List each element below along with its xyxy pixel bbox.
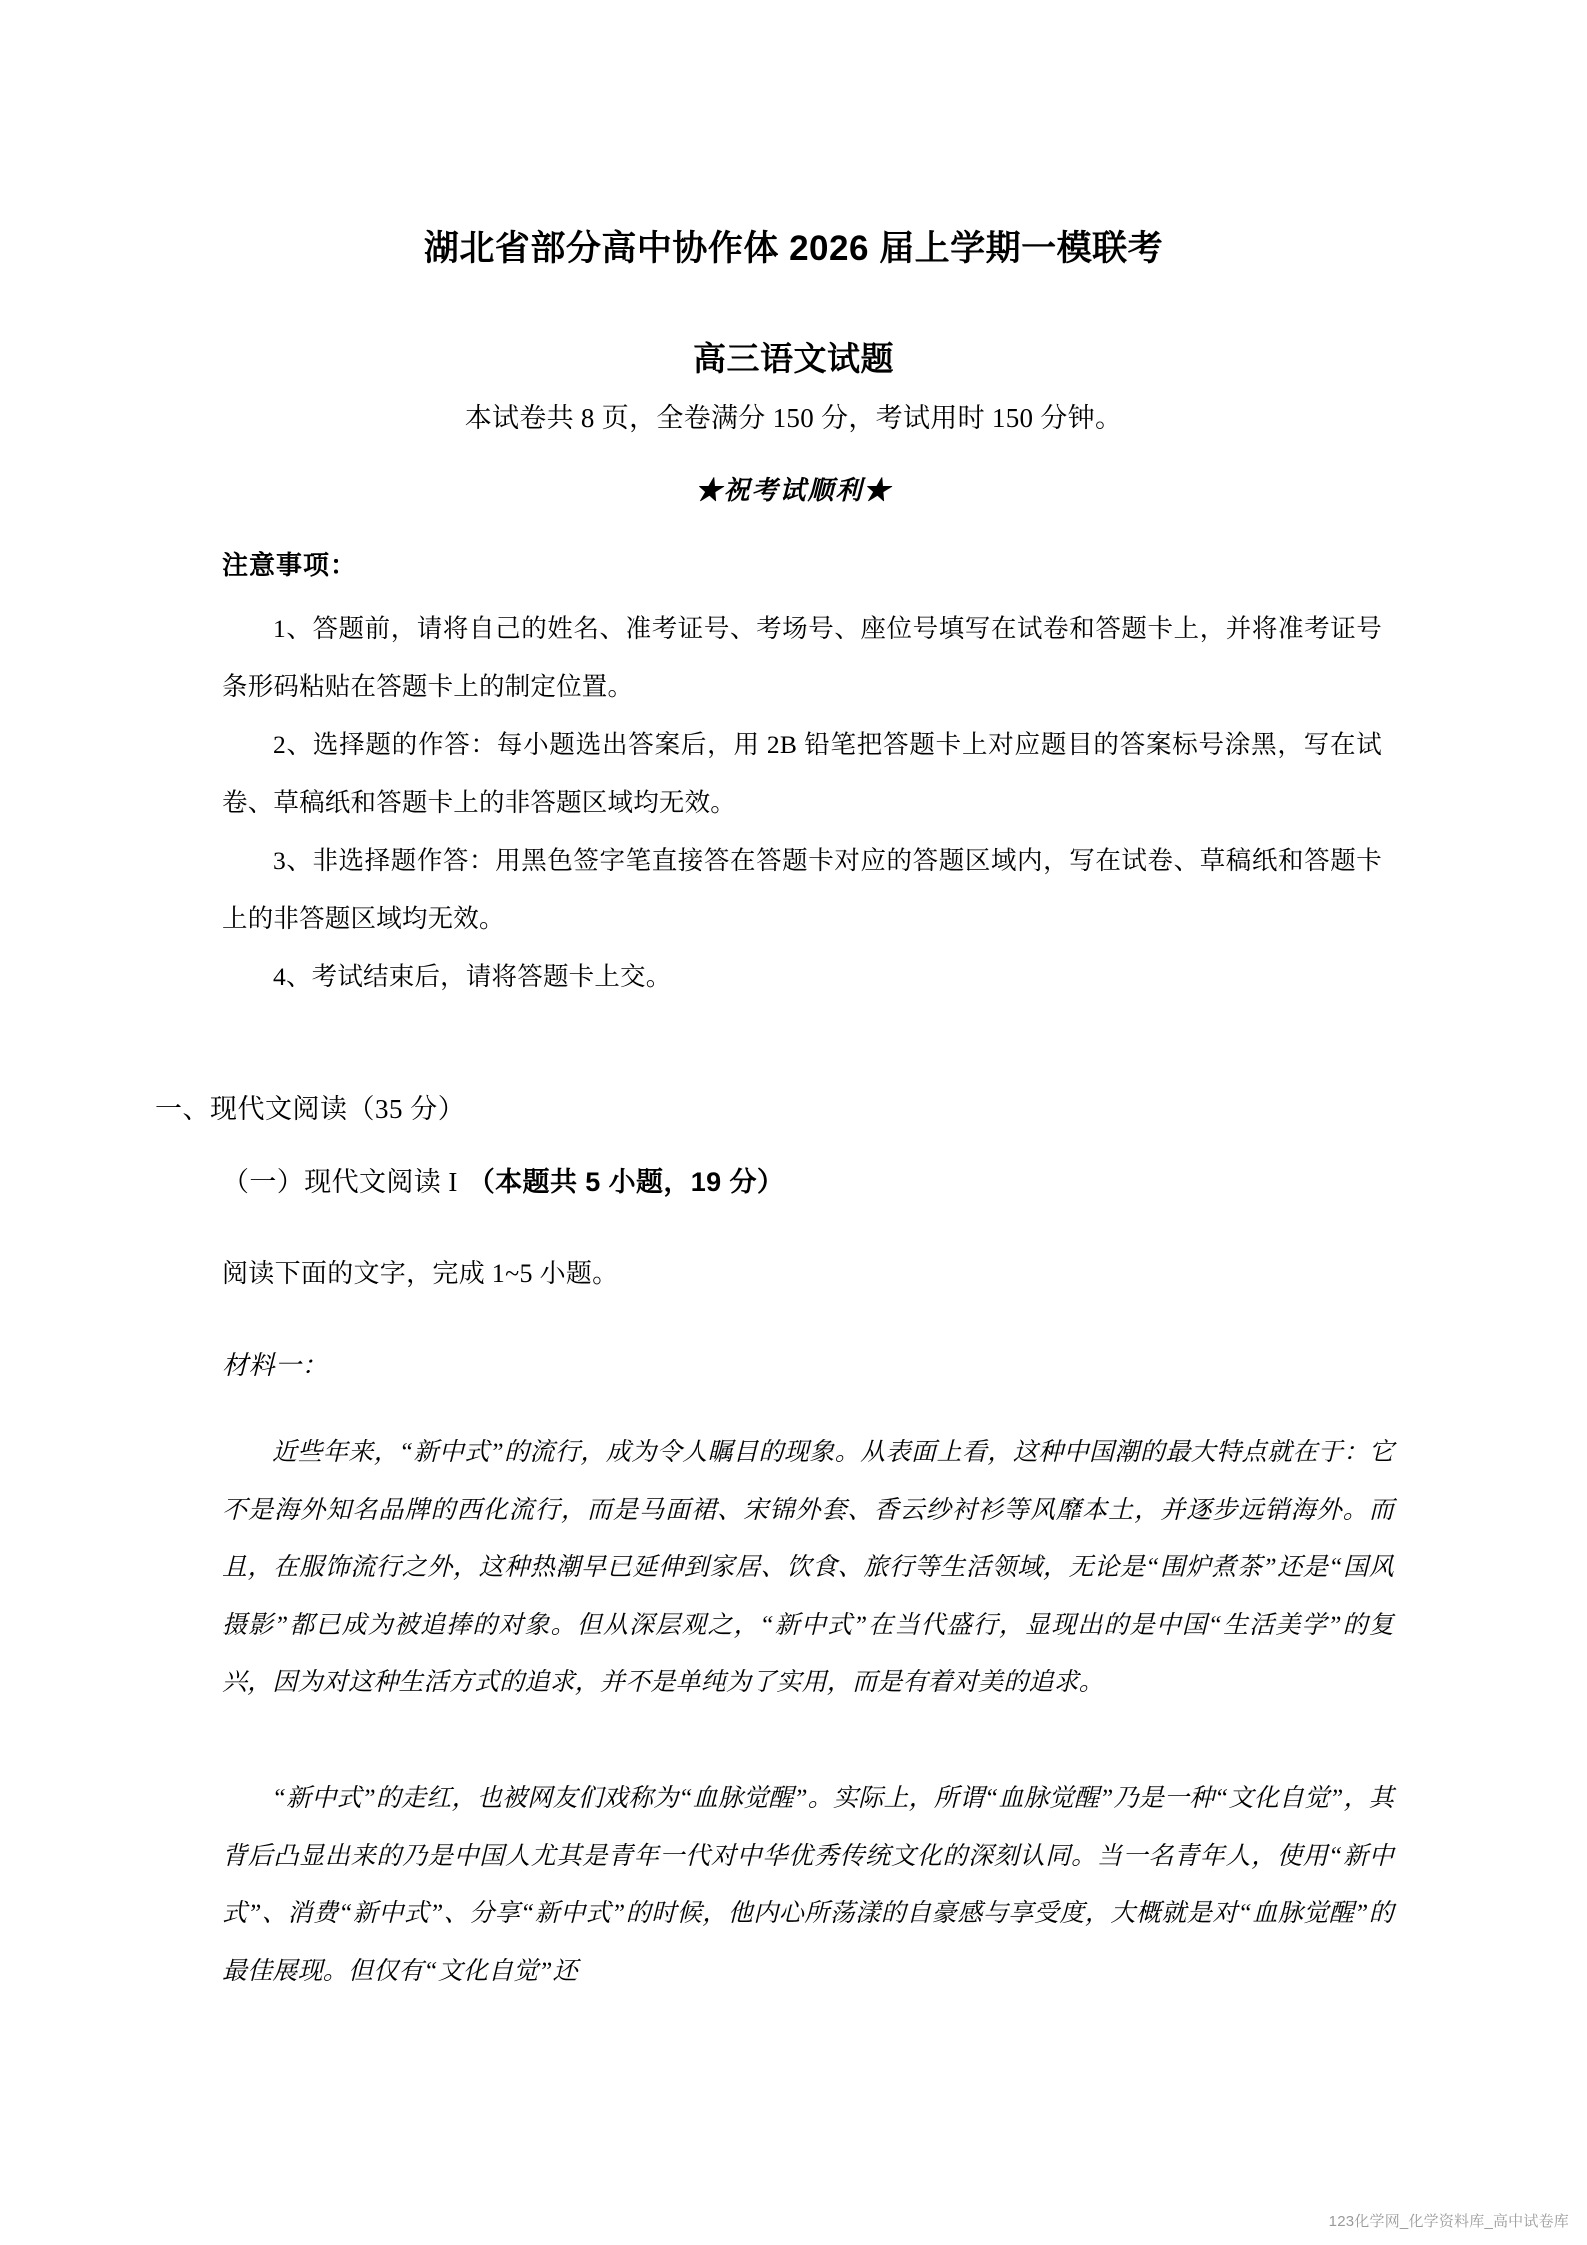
page-title: 湖北省部分高中协作体 2026 届上学期一模联考 <box>423 229 1164 269</box>
notice-item-4: 4、考试结束后，请将答题卡上交。 <box>273 962 672 991</box>
notice-heading: 注意事项： <box>222 551 358 580</box>
footer-watermark: 123化学网_化学资料库_高中试卷库 <box>1328 2213 1569 2230</box>
subsection-score-label: （本题共 5 小题，19 分） <box>467 1167 785 1197</box>
reading-instruction: 阅读下面的文字，完成 1~5 小题。 <box>222 1259 619 1288</box>
passage-paragraph-2: “新中式”的走红，也被网友们戏称为“血脉觉醒”。实际上，所谓“血脉觉醒”乃是一种“文化自觉”，其背后凸显出来的乃是中国人尤其是青年一代对中华优秀传统文化的深刻认同。当一名青年人，使用“新中式”、消费“新中式”、分享“新中式”的时候，他内心所荡漾的自豪感与享受度，大概就是对“血脉觉醒”的最佳展现。但仅有“文化自觉”还 <box>222 1785 1394 1985</box>
notice-item-1: 1、答题前，请将自己的姓名、准考证号、考场号、座位号填写在试卷和答题卡上，并将准考证号条形码粘贴在答题卡上的制定位置。 <box>222 614 1382 701</box>
subsection-heading-reading-one <box>222 1160 784 1199</box>
section-heading-part-one: 一、现代文阅读（35 分） <box>155 1094 466 1124</box>
exam-info-line: 本试卷共 8 页，全卷满分 150 分，考试用时 150 分钟。 <box>464 403 1123 433</box>
notice-item-3: 3、非选择题作答：用黑色签字笔直接答在答题卡对应的答题区域内，写在试卷、草稿纸和答题卡上的非答题区域均无效。 <box>222 846 1382 933</box>
passage-paragraph-1: 近些年来，“新中式”的流行，成为令人瞩目的现象。从表面上看，这种中国潮的最大特点就在于：它不是海外知名品牌的西化流行，而是马面裙、宋锦外套、香云纱衬衫等风靡本土，并逐步远销海外。而且，在服饰流行之外，这种热潮早已延伸到家居、饮食、旅行等生活领域，无论是“围炉煮茶”还是“国风摄影”都已成为被追捧的对象。但从深层观之，“新中式”在当代盛行，显现出的是中国“生活美学”的复兴，因为对这种生活方式的追求，并不是单纯为了实用，而是有着对美的追求。 <box>222 1439 1394 1696</box>
subsection-lead-label: （一）现代文阅读 I <box>222 1167 458 1197</box>
notice-item-2: 2、选择题的作答：每小题选出答案后，用 2B 铅笔把答题卡上对应题目的答案标号涂黑，写在试卷、草稿纸和答题卡上的非答题区域均无效。 <box>222 730 1382 817</box>
good-luck-banner: ★祝考试顺利★ <box>695 476 892 505</box>
page-subtitle: 高三语文试题 <box>693 340 894 378</box>
material-label-one: 材料一： <box>222 1351 329 1380</box>
